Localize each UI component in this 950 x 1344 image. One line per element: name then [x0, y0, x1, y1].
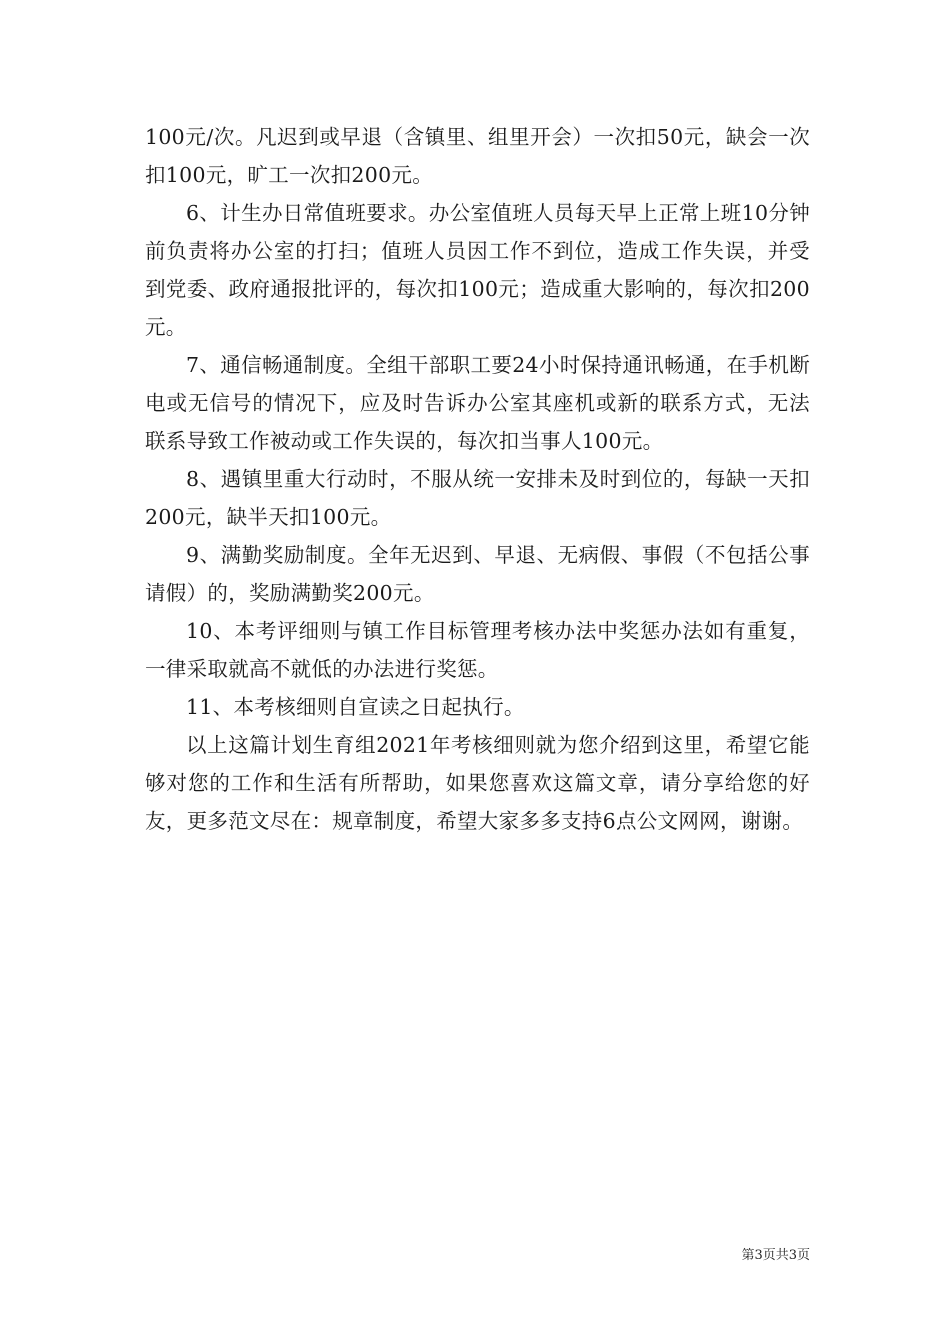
paragraph-item-10: 10、本考评细则与镇工作目标管理考核办法中奖惩办法如有重复，一律采取就高不就低的办法进行奖惩。 [145, 619, 810, 681]
document-body [145, 118, 810, 840]
paragraph-continuation: 100元/次。凡迟到或早退（含镇里、组里开会）一次扣50元，缺会一次扣100元，旷工一次扣200元。 [145, 125, 810, 187]
paragraph-item-9: 9、满勤奖励制度。全年无迟到、早退、无病假、事假（不包括公事请假）的，奖励满勤奖200元。 [145, 543, 810, 605]
page-number-footer: 第3页共3页 [741, 1248, 810, 1263]
paragraph-item-11: 11、本考核细则自宣读之日起执行。 [186, 695, 525, 719]
paragraph-item-7: 7、通信畅通制度。全组干部职工要24小时保持通讯畅通，在手机断电或无信号的情况下，应及时告诉办公室其座机或新的联系方式，无法联系导致工作被动或工作失误的，每次扣当事人100元。 [145, 353, 810, 453]
paragraph-item-8: 8、遇镇里重大行动时，不服从统一安排未及时到位的，每缺一天扣200元，缺半天扣100元。 [145, 467, 810, 529]
paragraph-closing: 以上这篇计划生育组2021年考核细则就为您介绍到这里，希望它能够对您的工作和生活有所帮助，如果您喜欢这篇文章，请分享给您的好友，更多范文尽在：规章制度，希望大家多多支持6点公文网网，谢谢。 [145, 733, 810, 833]
paragraph-item-6: 6、计生办日常值班要求。办公室值班人员每天早上正常上班10分钟前负责将办公室的打扫；值班人员因工作不到位，造成工作失误，并受到党委、政府通报批评的，每次扣100元；造成重大影响的，每次扣200元。 [145, 201, 810, 339]
